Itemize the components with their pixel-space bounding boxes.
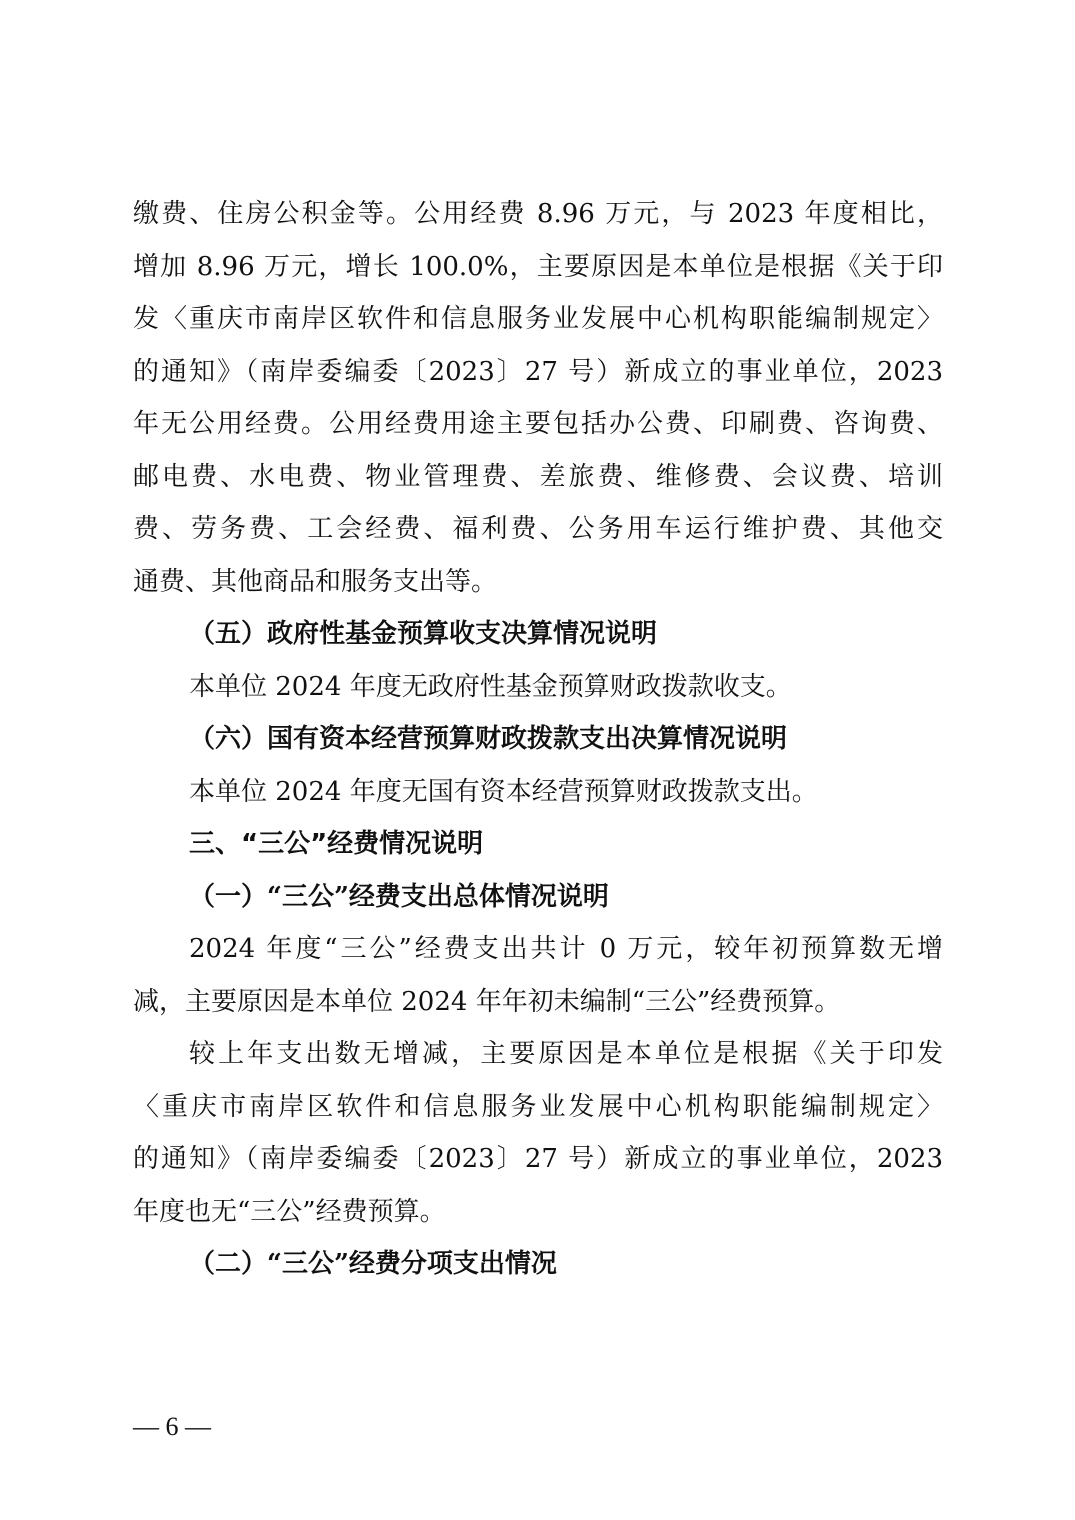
paragraph-line: 的通知》（南岸委编委〔2023〕27 号）新成立的事业单位，2023 <box>133 356 943 387</box>
paragraph-line: 减，主要原因是本单位 2024 年年初未编制“三公”经费预算。 <box>133 986 841 1017</box>
paragraph-line: 通费、其他商品和服务支出等。 <box>133 566 498 597</box>
part3-heading: 三、“三公”经费情况说明 <box>189 829 484 859</box>
part3-sub2-heading: （二）“三公”经费分项支出情况 <box>189 1249 557 1279</box>
paragraph-line: 缴费、住房公积金等。公用经费 8.96 万元，与 2023 年度相比， <box>133 199 943 229</box>
section6-heading: （六）国有资本经营预算财政拨款支出决算情况说明 <box>189 724 788 754</box>
section5-heading: （五）政府性基金预算收支决算情况说明 <box>189 619 658 649</box>
paragraph-line: 的通知》（南岸委编委〔2023〕27 号）新成立的事业单位，2023 <box>133 1144 943 1174</box>
paragraph-line: 〈重庆市南岸区软件和信息服务业发展中心机构职能编制规定〉 <box>133 1091 943 1122</box>
paragraph-line: 较上年支出数无增减，主要原因是本单位是根据《关于印发 <box>189 1039 943 1069</box>
paragraph-line: 增加 8.96 万元，增长 100.0%，主要原因是本单位是根据《关于印 <box>133 251 943 282</box>
paragraph-line: 2024 年度“三公”经费支出共计 0 万元，较年初预算数无增 <box>189 934 943 964</box>
paragraph-line: 年度也无“三公”经费预算。 <box>133 1196 446 1227</box>
paragraph-line: 费、劳务费、工会经费、福利费、公务用车运行维护费、其他交 <box>133 514 943 544</box>
section6-text: 本单位 2024 年度无国有资本经营预算财政拨款支出。 <box>189 776 818 807</box>
paragraph-line: 邮电费、水电费、物业管理费、差旅费、维修费、会议费、培训 <box>133 461 943 492</box>
document-body <box>133 188 943 1291</box>
paragraph-line: 年无公用经费。公用经费用途主要包括办公费、印刷费、咨询费、 <box>133 409 943 439</box>
paragraph-line: 发〈重庆市南岸区软件和信息服务业发展中心机构职能编制规定〉 <box>133 304 943 334</box>
page-number: — 6 — <box>133 1412 211 1441</box>
section5-text: 本单位 2024 年度无政府性基金预算财政拨款收支。 <box>189 671 792 702</box>
part3-sub1-heading: （一）“三公”经费支出总体情况说明 <box>189 881 609 912</box>
